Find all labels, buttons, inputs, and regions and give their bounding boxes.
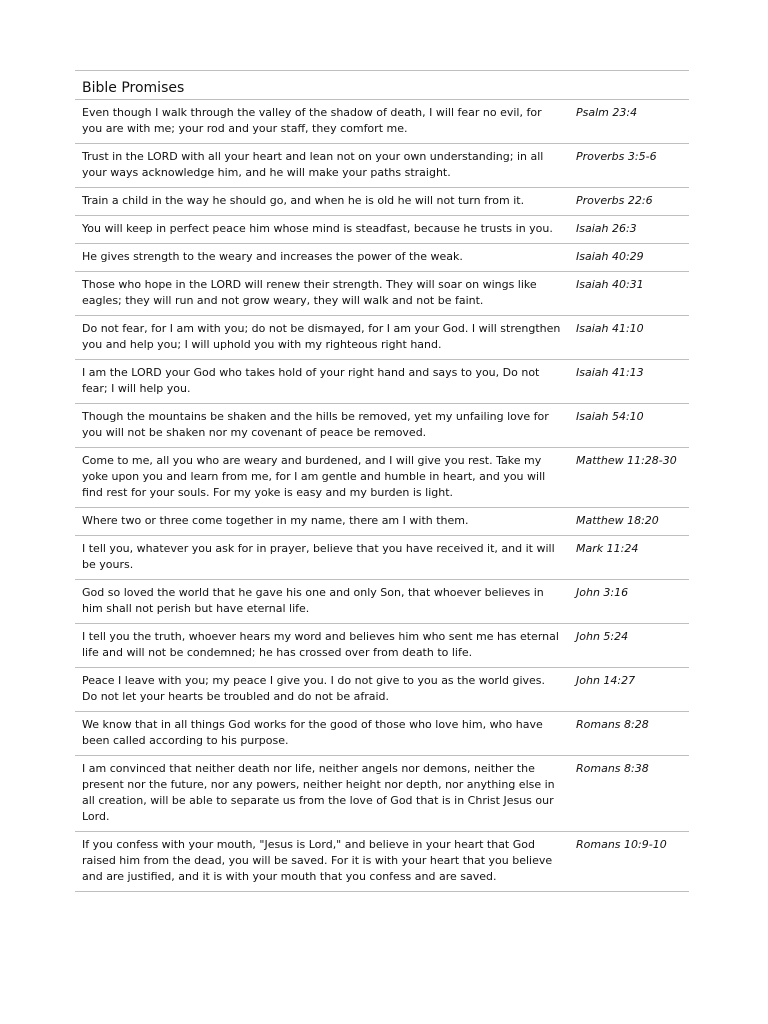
verse-text: I am the LORD your God who takes hold of your right hand and says to you, Do not fear; I will help you. <box>75 360 568 404</box>
table-row <box>75 536 689 580</box>
verse-text: Train a child in the way he should go, and when he is old he will not turn from it. <box>75 188 568 216</box>
verse-reference: Isaiah 40:31 <box>568 272 689 316</box>
verse-text: I tell you, whatever you ask for in prayer, believe that you have received it, and it will be yours. <box>75 536 568 580</box>
table-row <box>75 100 689 144</box>
table-row <box>75 272 689 316</box>
verse-text: Trust in the LORD with all your heart and lean not on your own understanding; in all your ways acknowledge him, and he will make your paths straight. <box>75 144 568 188</box>
verse-reference: Romans 10:9-10 <box>568 832 689 892</box>
table-row <box>75 832 689 892</box>
verse-text: He gives strength to the weary and increases the power of the weak. <box>75 244 568 272</box>
verse-text: Even though I walk through the valley of the shadow of death, I will fear no evil, for you are with me; your rod and your staff, they comfort me. <box>75 100 568 144</box>
verse-reference: Isaiah 41:10 <box>568 316 689 360</box>
table-row <box>75 188 689 216</box>
table-row <box>75 580 689 624</box>
verse-reference: Matthew 18:20 <box>568 508 689 536</box>
verse-text: Peace I leave with you; my peace I give you. I do not give to you as the world gives. Do not let your hearts be troubled and do not be afraid. <box>75 668 568 712</box>
verse-reference: Matthew 11:28-30 <box>568 448 689 508</box>
verse-reference: Psalm 23:4 <box>568 100 689 144</box>
table-row <box>75 448 689 508</box>
table-row <box>75 216 689 244</box>
table-row <box>75 244 689 272</box>
verse-reference: Isaiah 26:3 <box>568 216 689 244</box>
verse-reference: Mark 11:24 <box>568 536 689 580</box>
verse-reference: Isaiah 54:10 <box>568 404 689 448</box>
promises-table-body <box>75 100 689 892</box>
table-row <box>75 404 689 448</box>
verse-text: Those who hope in the LORD will renew their strength. They will soar on wings like eagles; they will run and not grow weary, they will walk and not be faint. <box>75 272 568 316</box>
table-row <box>75 144 689 188</box>
table-row <box>75 316 689 360</box>
verse-reference: Isaiah 41:13 <box>568 360 689 404</box>
verse-text: Where two or three come together in my name, there am I with them. <box>75 508 568 536</box>
verse-reference: Proverbs 3:5-6 <box>568 144 689 188</box>
table-row <box>75 624 689 668</box>
verse-reference: Proverbs 22:6 <box>568 188 689 216</box>
verse-reference: John 5:24 <box>568 624 689 668</box>
promises-table <box>75 100 689 892</box>
verse-reference: Romans 8:28 <box>568 712 689 756</box>
verse-text: If you confess with your mouth, "Jesus is Lord," and believe in your heart that God raised him from the dead, you will be saved. For it is with your heart that you believe and are justified, and it is with your mouth that you confess and are saved. <box>75 832 568 892</box>
table-row <box>75 508 689 536</box>
document-page <box>75 70 689 892</box>
verse-text: God so loved the world that he gave his one and only Son, that whoever believes in him shall not perish but have eternal life. <box>75 580 568 624</box>
table-row <box>75 668 689 712</box>
verse-text: Though the mountains be shaken and the hills be removed, yet my unfailing love for you will not be shaken nor my covenant of peace be removed. <box>75 404 568 448</box>
table-row <box>75 756 689 832</box>
verse-text: You will keep in perfect peace him whose mind is steadfast, because he trusts in you. <box>75 216 568 244</box>
table-row <box>75 360 689 404</box>
verse-reference: Isaiah 40:29 <box>568 244 689 272</box>
page-title: Bible Promises <box>82 80 185 96</box>
verse-reference: John 3:16 <box>568 580 689 624</box>
title-row <box>75 70 689 100</box>
verse-text: Come to me, all you who are weary and burdened, and I will give you rest. Take my yoke upon you and learn from me, for I am gentle and humble in heart, and you will find rest for your souls. For my yoke is easy and my burden is light. <box>75 448 568 508</box>
verse-text: Do not fear, for I am with you; do not be dismayed, for I am your God. I will strengthen you and help you; I will uphold you with my righteous right hand. <box>75 316 568 360</box>
verse-text: I am convinced that neither death nor life, neither angels nor demons, neither the present nor the future, nor any powers, neither height nor depth, nor anything else in all creation, will be able to separate us from the love of God that is in Christ Jesus our Lord. <box>75 756 568 832</box>
table-row <box>75 712 689 756</box>
verse-text: I tell you the truth, whoever hears my word and believes him who sent me has eternal life and will not be condemned; he has crossed over from death to life. <box>75 624 568 668</box>
verse-reference: Romans 8:38 <box>568 756 689 832</box>
verse-reference: John 14:27 <box>568 668 689 712</box>
verse-text: We know that in all things God works for the good of those who love him, who have been called according to his purpose. <box>75 712 568 756</box>
